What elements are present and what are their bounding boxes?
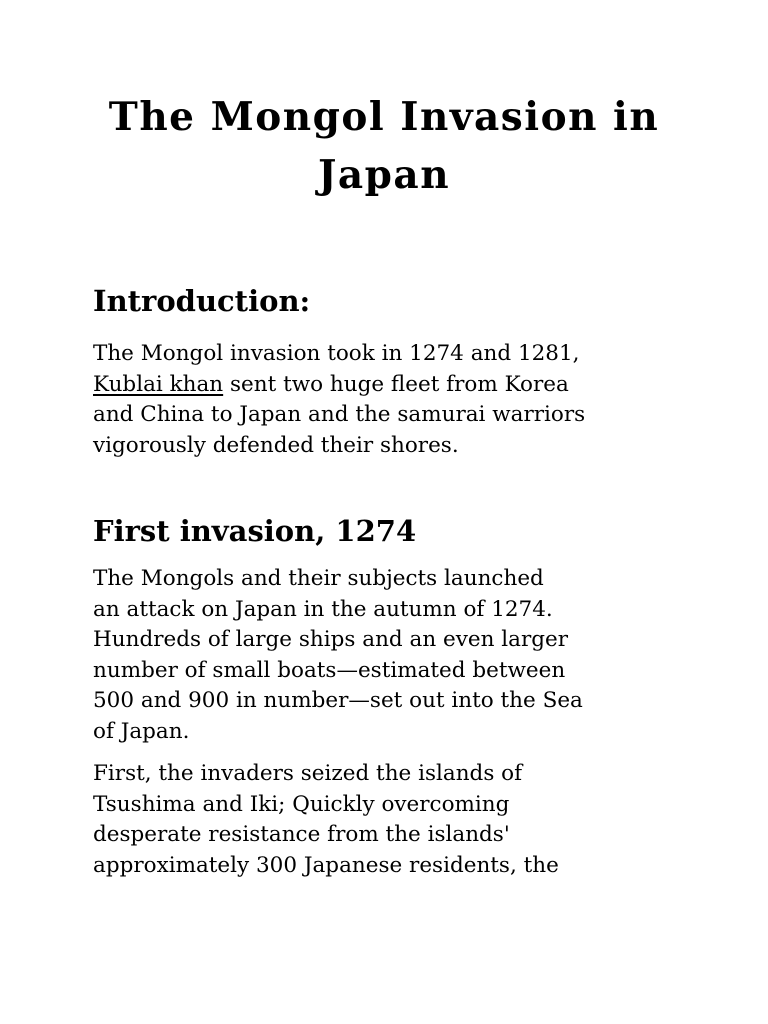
paragraph-line: The Mongol invasion took in 1274 and 1281, xyxy=(93,341,580,366)
paragraph-line: The Mongols and their subjects launched xyxy=(93,566,544,591)
paragraph-line: First, the invaders seized the islands of xyxy=(93,761,523,786)
section-heading-introduction: Introduction: xyxy=(93,284,311,318)
paragraph-line: Hundreds of large ships and an even larger xyxy=(93,627,569,652)
paragraph-line: number of small boats—estimated between xyxy=(93,657,566,683)
introduction-paragraph xyxy=(93,339,693,461)
paragraph-line: Tsushima and Iki; Quickly overcoming xyxy=(93,791,510,817)
section-heading-first-invasion: First invasion, 1274 xyxy=(93,514,417,548)
first-invasion-paragraph-2 xyxy=(93,759,693,881)
paragraph-line: vigorously defended their shores. xyxy=(93,432,459,458)
title-line: The Mongol Invasion in xyxy=(108,94,660,140)
paragraph-line-text: sent two huge fleet from Korea xyxy=(223,371,569,397)
kublai-khan-link[interactable]: Kublai khan xyxy=(93,371,224,397)
first-invasion-paragraph-1 xyxy=(93,564,693,747)
paragraph-line: an attack on Japan in the autumn of 1274. xyxy=(93,596,553,622)
title-line: Japan xyxy=(317,152,451,198)
document-title xyxy=(60,88,708,204)
paragraph-line: and China to Japan and the samurai warriors xyxy=(93,402,586,427)
paragraph-line xyxy=(93,370,693,401)
paragraph-line: of Japan. xyxy=(93,718,190,744)
paragraph-line: desperate resistance from the islands' xyxy=(93,822,510,847)
paragraph-line: approximately 300 Japanese residents, the xyxy=(93,852,559,878)
paragraph-line: 500 and 900 in number—set out into the Sea xyxy=(93,688,583,713)
